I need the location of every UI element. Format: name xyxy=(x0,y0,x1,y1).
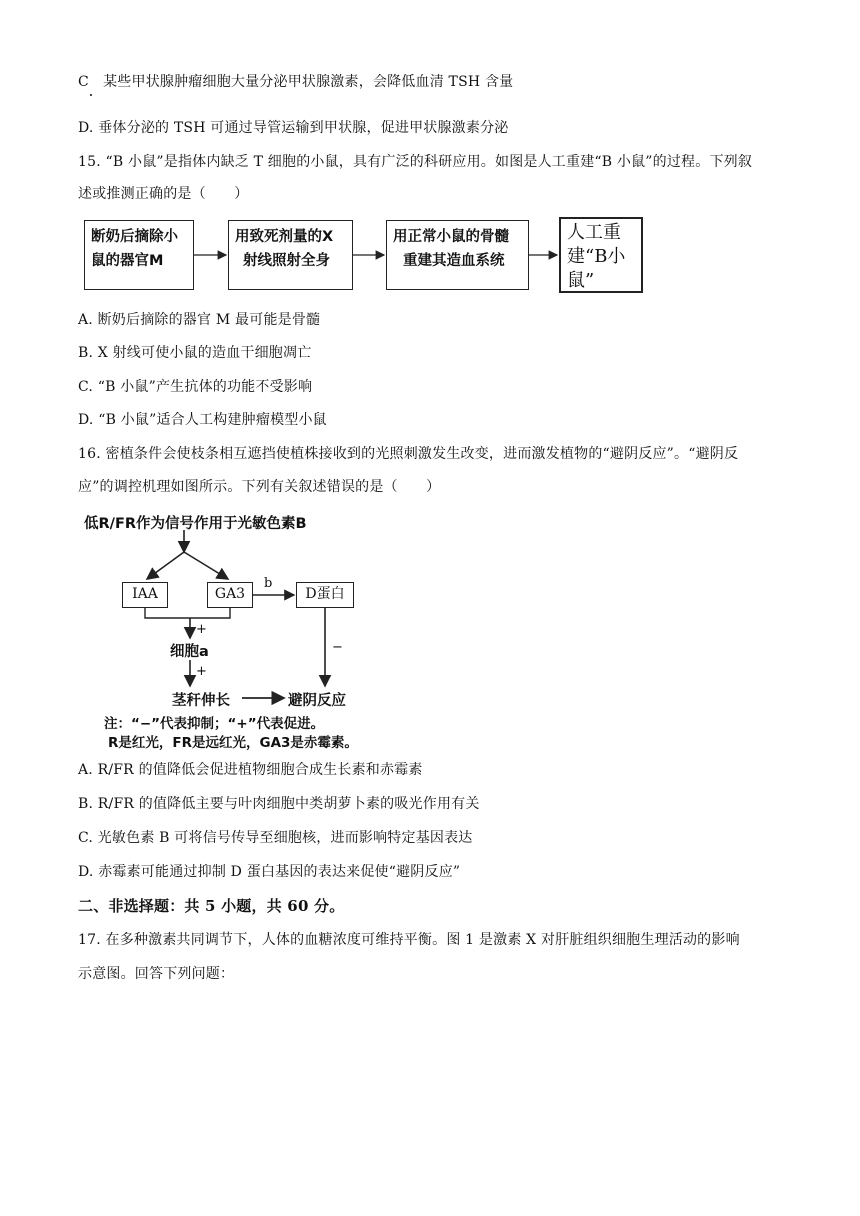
cell-a-label: 细胞a xyxy=(170,644,209,660)
q16-option-a: A. R/FR 的值降低会促进植物细胞合成生长素和赤霉素 xyxy=(78,762,423,778)
q16-option-d: D. 赤霉素可能通过抑制 D 蛋白基因的表达来促使“避阴反应” xyxy=(78,864,461,880)
emphasis-dot xyxy=(90,94,92,96)
q15-stem-line2: 述或推测正确的是（ ） xyxy=(78,186,249,202)
plus-sign-2: + xyxy=(196,664,207,679)
q17-stem-line1: 17. 在多种激素共同调节下，人体的血糖浓度可维持平衡。图 1 是激素 X 对肝脏组织细胞生理活动的影响 xyxy=(78,932,740,948)
q16-option-b: B. R/FR 的值降低主要与叶肉细胞中类胡萝卜素的吸光作用有关 xyxy=(78,796,480,812)
q15-stem-line1: 15. “B 小鼠”是指体内缺乏 T 细胞的小鼠，具有广泛的科研应用。如图是人工重建“B 小鼠”的过程。下列叙 xyxy=(78,154,753,170)
plus-sign-1: + xyxy=(196,622,207,637)
flow-box-3: 用正常小鼠的骨髓 重建其造血系统 xyxy=(386,220,529,290)
q15-option-d: D. “B 小鼠”适合人工构建肿瘤模型小鼠 xyxy=(78,412,327,428)
section2-heading: 二、非选择题：共 5 小题，共 60 分。 xyxy=(78,897,345,915)
stem-growth-label: 茎秆伸长 xyxy=(172,693,230,709)
q17-stem-line2: 示意图。回答下列问题： xyxy=(78,966,235,982)
minus-sign: − xyxy=(332,640,343,655)
iaa-box: IAA xyxy=(122,582,168,608)
q15-option-b: B. X 射线可使小鼠的造血干细胞凋亡 xyxy=(78,345,312,361)
q16-stem-line2: 应”的调控机理如图所示。下列有关叙述错误的是（ ） xyxy=(78,479,441,495)
q15-option-a: A. 断奶后摘除的器官 M 最可能是骨髓 xyxy=(78,312,321,328)
diagram-note-2: R是红光，FR是远红光，GA3是赤霉素。 xyxy=(108,735,358,751)
q16-stem-line1: 16. 密植条件会使枝条相互遮挡使植株接收到的光照刺激发生改变，进而激发植物的“避阴反应”。“避阴反 xyxy=(78,446,739,462)
b-label: b xyxy=(264,576,273,591)
flow-box-4: 人工重 建“B小 鼠” xyxy=(559,217,643,293)
q14-option-d: D. 垂体分泌的 TSH 可通过导管运输到甲状腺，促进甲状腺激素分泌 xyxy=(78,120,509,136)
flow-box-1: 断奶后摘除小 鼠的器官M xyxy=(84,220,194,290)
ga3-box: GA3 xyxy=(207,582,253,608)
q14-option-c: C 某些甲状腺肿瘤细胞大量分泌甲状腺激素，会降低血清 TSH 含量 xyxy=(78,74,514,90)
top-signal-label: 低R/FR作为信号作用于光敏色素B xyxy=(84,516,307,532)
q16-option-c: C. 光敏色素 B 可将信号传导至细胞核，进而影响特定基因表达 xyxy=(78,830,473,846)
shade-response-label: 避阴反应 xyxy=(288,693,346,709)
flow-box-2: 用致死剂量的X 射线照射全身 xyxy=(228,220,353,290)
q15-option-c: C. “B 小鼠”产生抗体的功能不受影响 xyxy=(78,379,313,395)
diagram-note-1: 注：“−”代表抑制；“+”代表促进。 xyxy=(104,716,325,732)
d-protein-box: D蛋白 xyxy=(296,582,354,608)
